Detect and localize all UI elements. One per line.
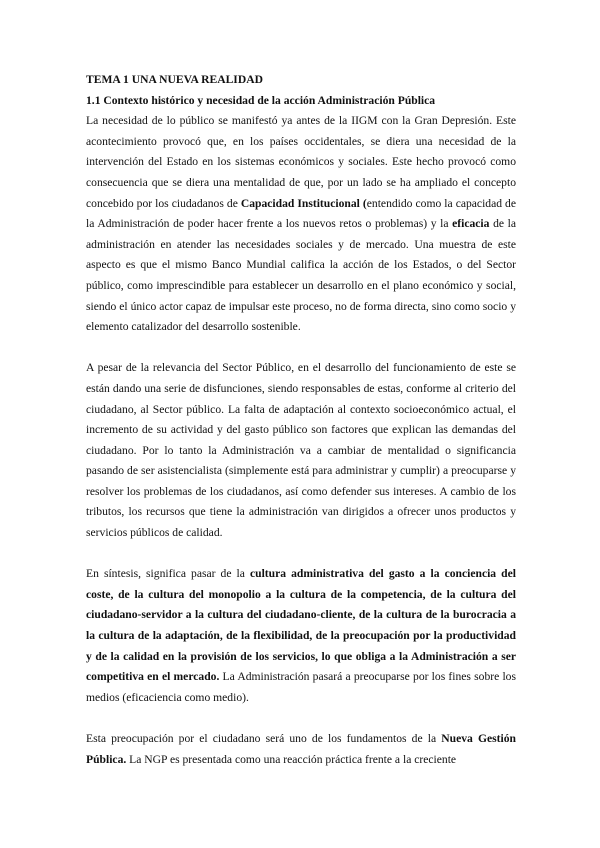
paragraph-4-bold-1: Nueva Gestión Pública. xyxy=(86,732,516,766)
paragraph-1-bold-2: eficacia xyxy=(452,217,490,231)
paragraph-3-text-1: En síntesis, significa pasar de la xyxy=(86,567,250,581)
paragraph-1-text-1: La necesidad de lo público se manifestó ya antes de la IIGM con la Gran Depresión. Este acontecimiento provocó que, en los países occidentales, se diera una necesidad de la intervención del Estado en los sistemas económicos y sociales. Este hecho provocó como consecuencia que se diera una mentalidad de que, por un lado se ha ampliado el concepto concebido por los ciudadanos de xyxy=(86,114,516,210)
paragraph-1-bold-1: Capacidad Institucional ( xyxy=(240,196,367,210)
paragraph-4-text-1: Esta preocupación por el ciudadano será uno de los fundamentos de la xyxy=(86,732,442,745)
paragraph-2: A pesar de la relevancia del Sector Público, en el desarrollo del funcionamiento de este se están dando una serie de disfunciones, siendo responsables de estas, conforme al criterio del ciudadano, al Sector público. La falta de adaptación al contexto socioeconómico actual, el incremento de su actividad y del gasto público son factores que explican las demandas del ciudadano. Por lo tanto la Administración va a cambiar de mentalidad o significancia pasando de ser asistencialista (simplemente está para administrar y cumplir) a preocuparse y resolver los problemas de los ciudadanos, así como defender sus intereses. A cambio de los tributos, los recursos que tiene la administración van dirigidos a ofrecer unos productos y servicios públicos de calidad. xyxy=(86,361,516,540)
paragraph-1-text-2: entendido como la capacidad de la Administración de poder hacer frente a los nuevos retos o problemas) y la xyxy=(86,196,517,231)
paragraph-4-text-2: La NGP es presentada como una reacción práctica frente a la creciente xyxy=(126,752,457,766)
paragraph-3 xyxy=(86,564,516,708)
paragraph-4 xyxy=(86,729,516,770)
paragraph-3-text-2: La Administración pasará a preocuparse por los fines sobre los medios (eficaciencia como medio). xyxy=(86,670,516,704)
paragraph-1-text-3: de la administración en atender las necesidades sociales y de mercado. Una muestra de este aspecto es que el mismo Banco Mundial califica la acción de los Estados, o del Sector público, como imprescindible para establecer un desarrollo en el plano económico y social, siendo el único actor capaz de impulsar este proceso, no de forma directa, sino como socio y elemento catalizador del desarrollo sostenible. xyxy=(86,217,516,334)
paragraph-1 xyxy=(86,111,516,338)
document-title: TEMA 1 UNA NUEVA REALIDAD xyxy=(86,73,263,86)
paragraph-3-bold-1: cultura administrativa del gasto a la conciencia del coste, de la cultura del monopolio a la cultura de la competencia, de la cultura del ciudadano-servidor a la cultura del ciudadano-cliente, de la cultura de la burocracia a la cultura de la adaptación, de la flexibilidad, de la preocupación por la productividad y de la calidad en la provisión de los servicios, lo que obliga a la Administración a ser competitiva en el mercado. xyxy=(86,567,516,684)
section-heading: 1.1 Contexto histórico y necesidad de la acción Administración Pública xyxy=(86,93,436,107)
document-page xyxy=(86,70,516,770)
